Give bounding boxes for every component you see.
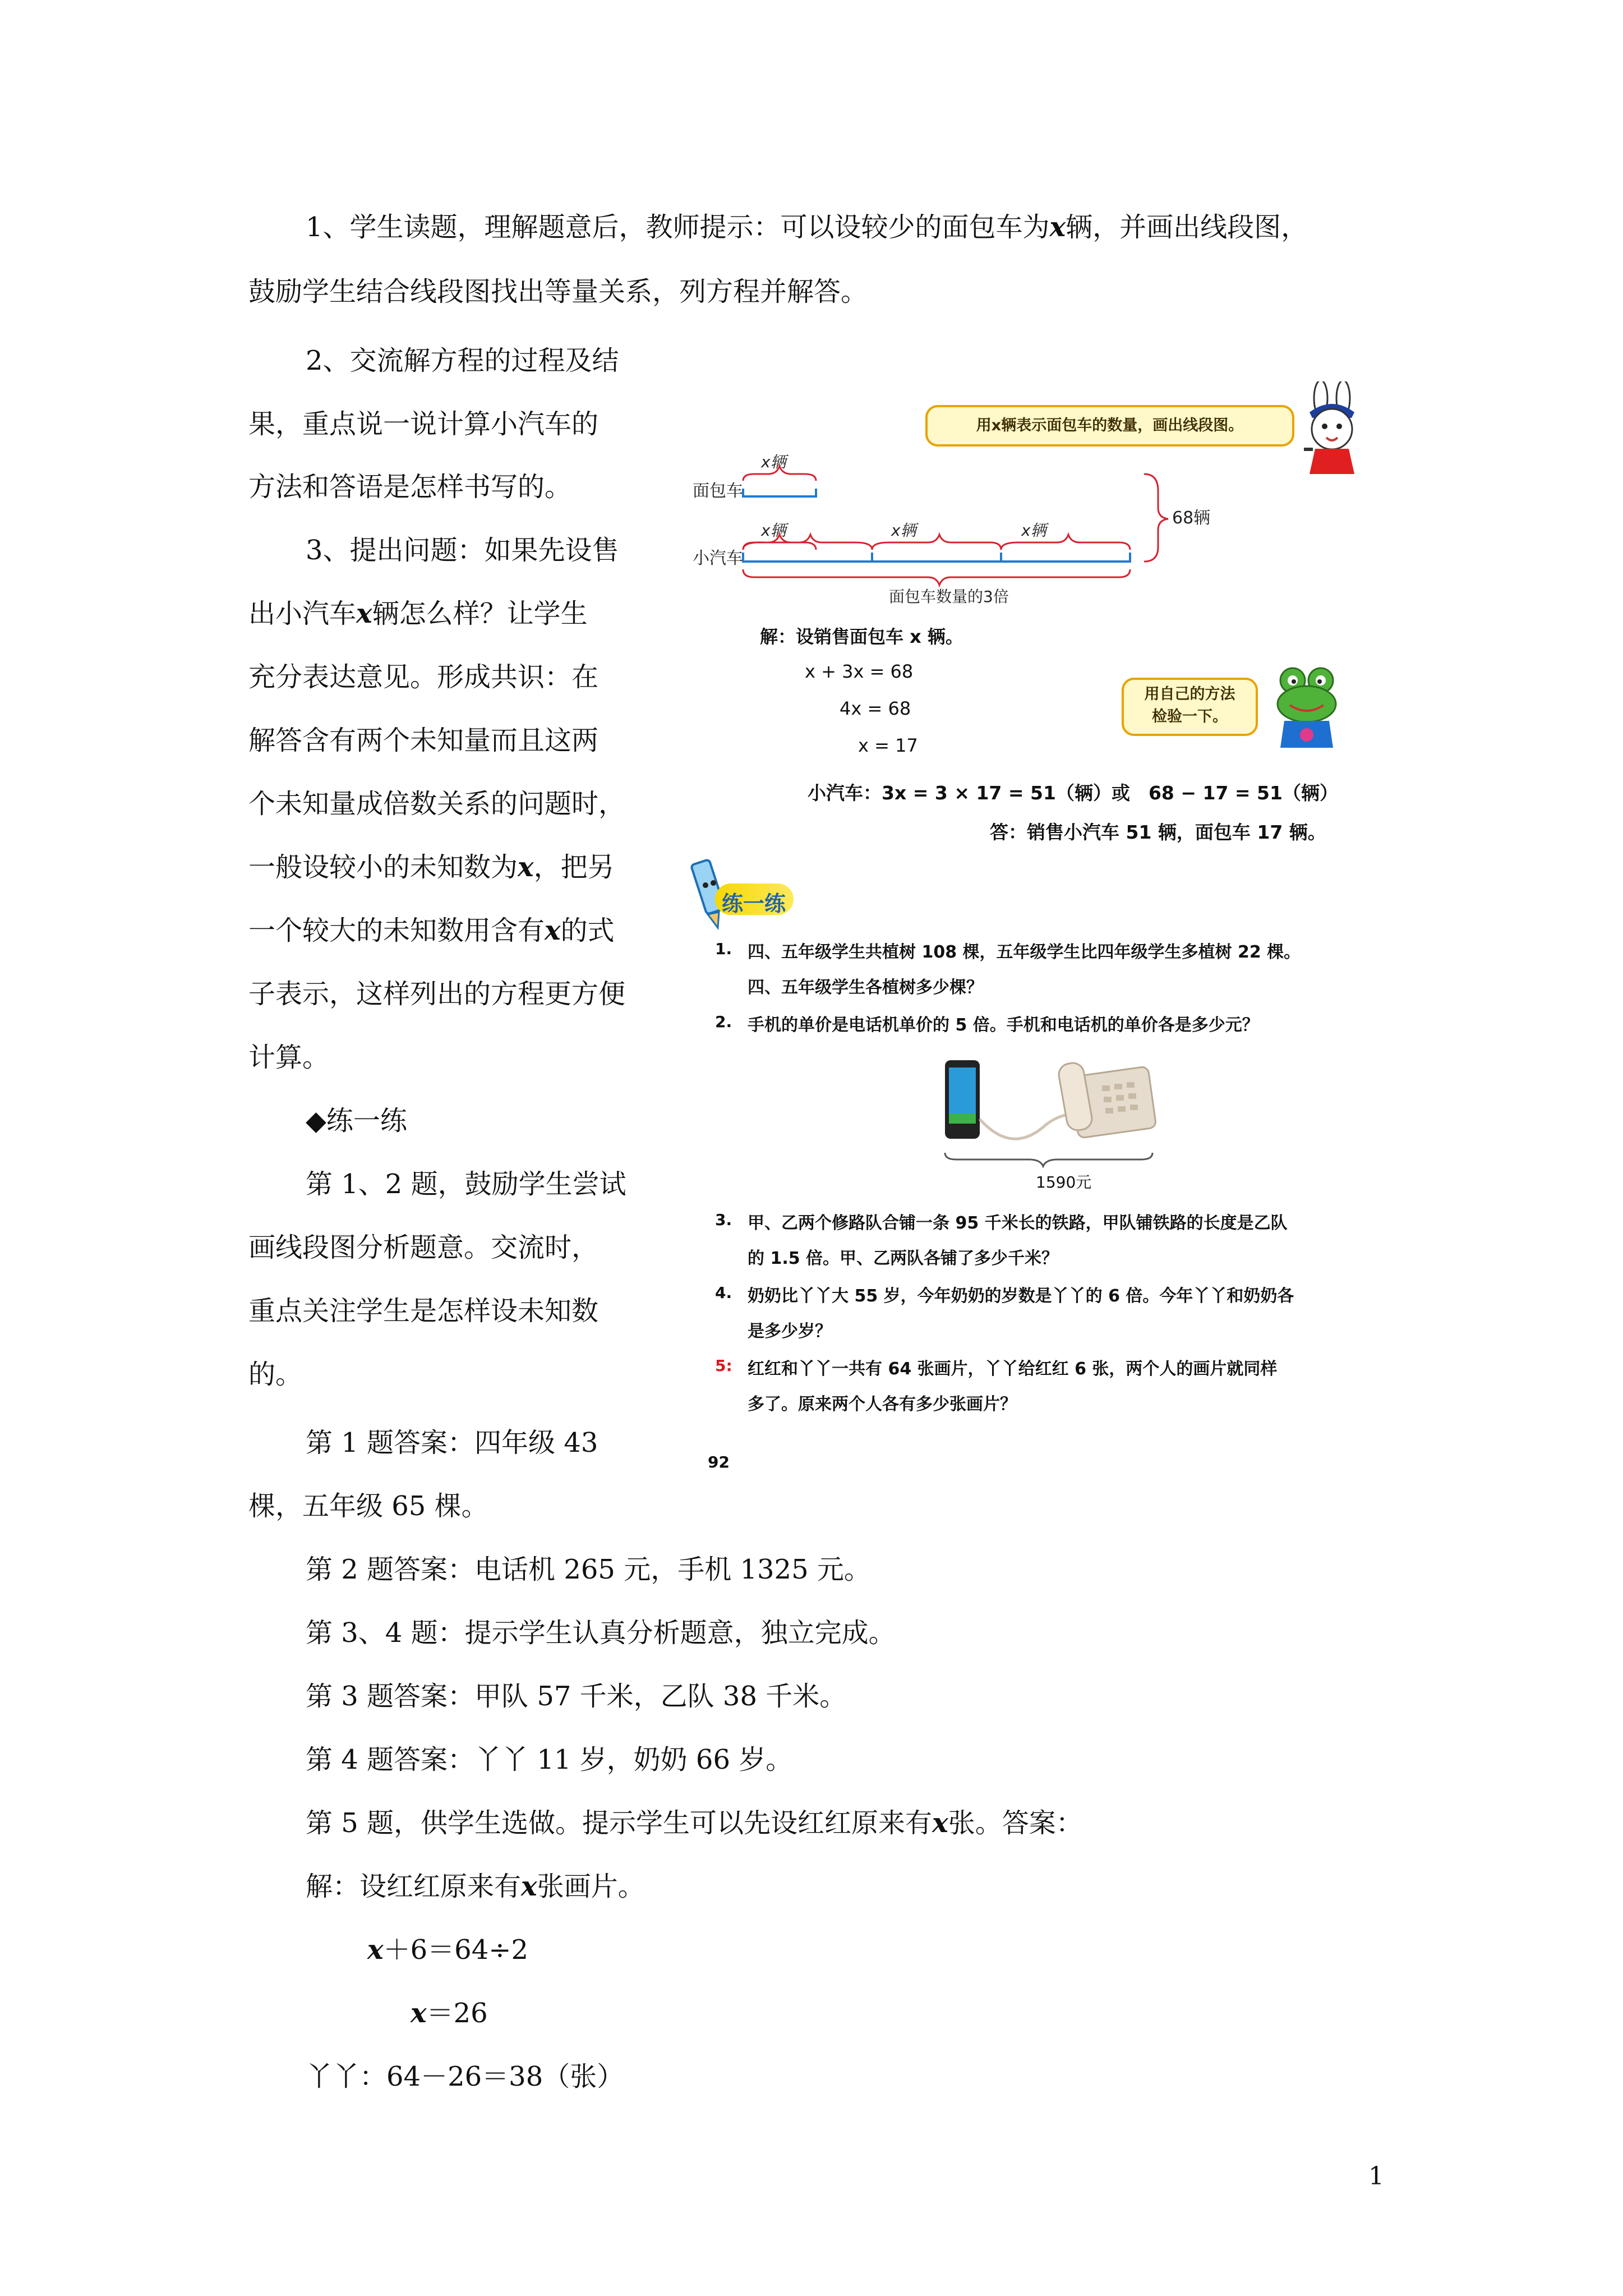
para-3-line-5: 个未知量成倍数关系的问题时，: [248, 788, 626, 820]
q3-line-1: 甲、乙两个修路队合铺一条 95 千米长的铁路，甲队铺铁路的长度是乙队: [748, 1213, 1288, 1233]
q1-line-2: 四、五年级学生各植树多少棵？: [748, 978, 983, 997]
book-car-calc: 小汽车：3x = 3 × 17 = 51（辆）或 68 − 17 = 51（辆）: [808, 782, 1338, 804]
para-4-line-1: 第 1、2 题，鼓励学生尝试: [306, 1168, 626, 1200]
hint-3-4: 第 3、4 题：提示学生认真分析题意，独立完成。: [306, 1617, 896, 1649]
var-x: x: [521, 1871, 537, 1902]
textbook-excerpt: [693, 365, 1478, 1487]
book-answer: 答：销售小汽车 51 辆，面包车 17 辆。: [990, 821, 1326, 843]
var-x: x: [367, 1934, 384, 1966]
page-number: 1: [1368, 2162, 1384, 2191]
solution-text-pre: 解：设红红原来有: [306, 1871, 522, 1902]
practice-heading: ◆练一练: [306, 1105, 407, 1137]
frog-mascot-icon: [1270, 665, 1343, 749]
label-bus: 面包车: [693, 481, 743, 501]
qnum-1: 1.: [715, 940, 732, 958]
var-x: x: [411, 1998, 427, 2029]
para-3-line-8: 子表示，这样列出的方程更方便: [248, 978, 626, 1010]
speech-bubble-check-line-2: 检验一下。: [1152, 708, 1228, 725]
q4-line-1: 奶奶比丫丫大 55 岁，今年奶奶的岁数是丫丫的 6 倍。今年丫丫和奶奶各: [748, 1286, 1294, 1306]
para-3-line-2: [248, 597, 588, 631]
textbook-page-number: 92: [708, 1453, 730, 1471]
var-x: x: [518, 852, 534, 883]
para-1-line-2: 鼓励学生结合线段图找出等量关系，列方程并解答。: [248, 276, 868, 307]
para-3-text-post: 辆怎么样？让学生: [372, 598, 588, 629]
phone-and-telephone-icon: [934, 1052, 1169, 1175]
var-x: x: [932, 1807, 948, 1839]
solution-setup: [306, 1870, 645, 1903]
answer-3: 第 3 题答案：甲队 57 千米，乙队 38 千米。: [306, 1681, 847, 1712]
qnum-4: 4.: [715, 1283, 732, 1302]
var-x: x: [1049, 211, 1066, 243]
qnum-3: 3.: [715, 1211, 732, 1229]
hint-5: [306, 1806, 1083, 1840]
para-1-text-a: 1、学生读题，理解题意后，教师提示：可以设较少的面包车为: [306, 211, 1050, 243]
answer-4: 第 4 题答案：丫丫 11 岁，奶奶 66 岁。: [306, 1744, 793, 1775]
speech-bubble-check: [1122, 678, 1258, 736]
q2: 手机的单价是电话机单价的 5 倍。手机和电话机的单价各是多少元？: [748, 1015, 1259, 1035]
line-segment-diagram: [693, 452, 1253, 625]
para-3-text-pre: 一个较大的未知数用含有: [248, 915, 545, 946]
para-4-line-2: 画线段图分析题意。交流时，: [248, 1232, 599, 1263]
rabbit-mascot-icon: [1295, 381, 1368, 477]
qnum-5: 5:: [715, 1356, 732, 1375]
answer-1-line-2: 棵，五年级 65 棵。: [248, 1490, 488, 1522]
price-label: 1590元: [1036, 1173, 1092, 1191]
para-3-text-post: 的式: [560, 915, 615, 946]
book-eq-3: x = 17: [858, 735, 918, 756]
para-4-line-3: 重点关注学生是怎样设未知数: [248, 1295, 599, 1327]
segment-label-car-1: x辆: [761, 521, 786, 540]
speech-bubble-hint-text: 用x辆表示面包车的数量，画出线段图。: [976, 417, 1244, 434]
yaya-result: 丫丫：64－26＝38（张）: [306, 2061, 624, 2092]
equation-2: [411, 1996, 488, 2030]
para-3-line-3: 充分表达意见。形成共识：在: [248, 661, 599, 693]
para-3-text-post: ，把另: [533, 852, 615, 883]
para-2-line-1: 2、交流解方程的过程及结: [306, 345, 619, 376]
speech-bubble-hint: [925, 405, 1294, 447]
solution-text-post: 张画片。: [537, 1871, 645, 1902]
answer-1-line-1: 第 1 题答案：四年级 43: [306, 1427, 598, 1458]
var-x: x: [545, 915, 561, 946]
qnum-2: 2.: [715, 1013, 732, 1031]
equation-2-rest: ＝26: [426, 1998, 488, 2029]
para-3-line-7: [248, 914, 615, 947]
para-4-line-4: 的。: [248, 1359, 303, 1390]
para-1-line-1: [306, 210, 1308, 244]
book-eq-2: 4x = 68: [840, 698, 911, 719]
label-total: 68辆: [1172, 508, 1211, 528]
para-3-text-pre: 一般设较小的未知数为: [248, 852, 518, 883]
hint-5-text-pre: 第 5 题，供学生选做。提示学生可以先设红红原来有: [306, 1807, 933, 1839]
answer-2: 第 2 题答案：电话机 265 元，手机 1325 元。: [306, 1554, 871, 1585]
para-3-line-4: 解答含有两个未知量而且这两: [248, 725, 599, 756]
practice-title: 练一练: [722, 891, 786, 916]
label-times: 面包车数量的3倍: [889, 587, 1009, 606]
q5-line-1: 红红和丫丫一共有 64 张画片，丫丫给红红 6 张，两个人的画片就同样: [748, 1359, 1278, 1379]
label-car: 小汽车: [693, 549, 743, 568]
segment-label-car-3: x辆: [1021, 521, 1046, 540]
segment-label-car-2: x辆: [891, 521, 916, 540]
para-2-line-2: 果，重点说一说计算小汽车的: [248, 408, 599, 440]
para-1-text-b: 辆，并画出线段图，: [1066, 211, 1308, 243]
q4-line-2: 是多少岁？: [748, 1322, 832, 1341]
equation-1-rest: ＋6＝64÷2: [383, 1934, 529, 1966]
q1-line-1: 四、五年级学生共植树 108 棵，五年级学生比四年级学生多植树 22 棵。: [748, 942, 1301, 962]
para-3-line-1: 3、提出问题：如果先设售: [306, 535, 619, 566]
speech-bubble-check-line-1: 用自己的方法: [1144, 685, 1235, 703]
q5-line-2: 多了。原来两个人各有多少张画片？: [748, 1395, 1017, 1414]
hint-5-text-post: 张。答案：: [948, 1807, 1083, 1839]
para-3-line-6: [248, 850, 615, 884]
solution-setup-book: 解：设销售面包车 x 辆。: [760, 626, 963, 647]
para-3-text-pre: 出小汽车: [248, 598, 357, 629]
para-2-line-3: 方法和答语是怎样书写的。: [248, 471, 572, 503]
book-eq-1: x + 3x = 68: [805, 661, 914, 682]
segment-label-bus: x辆: [761, 453, 786, 471]
var-x: x: [356, 598, 372, 629]
q3-line-2: 的 1.5 倍。甲、乙两队各铺了多少千米？: [748, 1249, 1059, 1268]
equation-1: [367, 1933, 528, 1967]
para-3-line-9: 计算。: [248, 1042, 330, 1073]
